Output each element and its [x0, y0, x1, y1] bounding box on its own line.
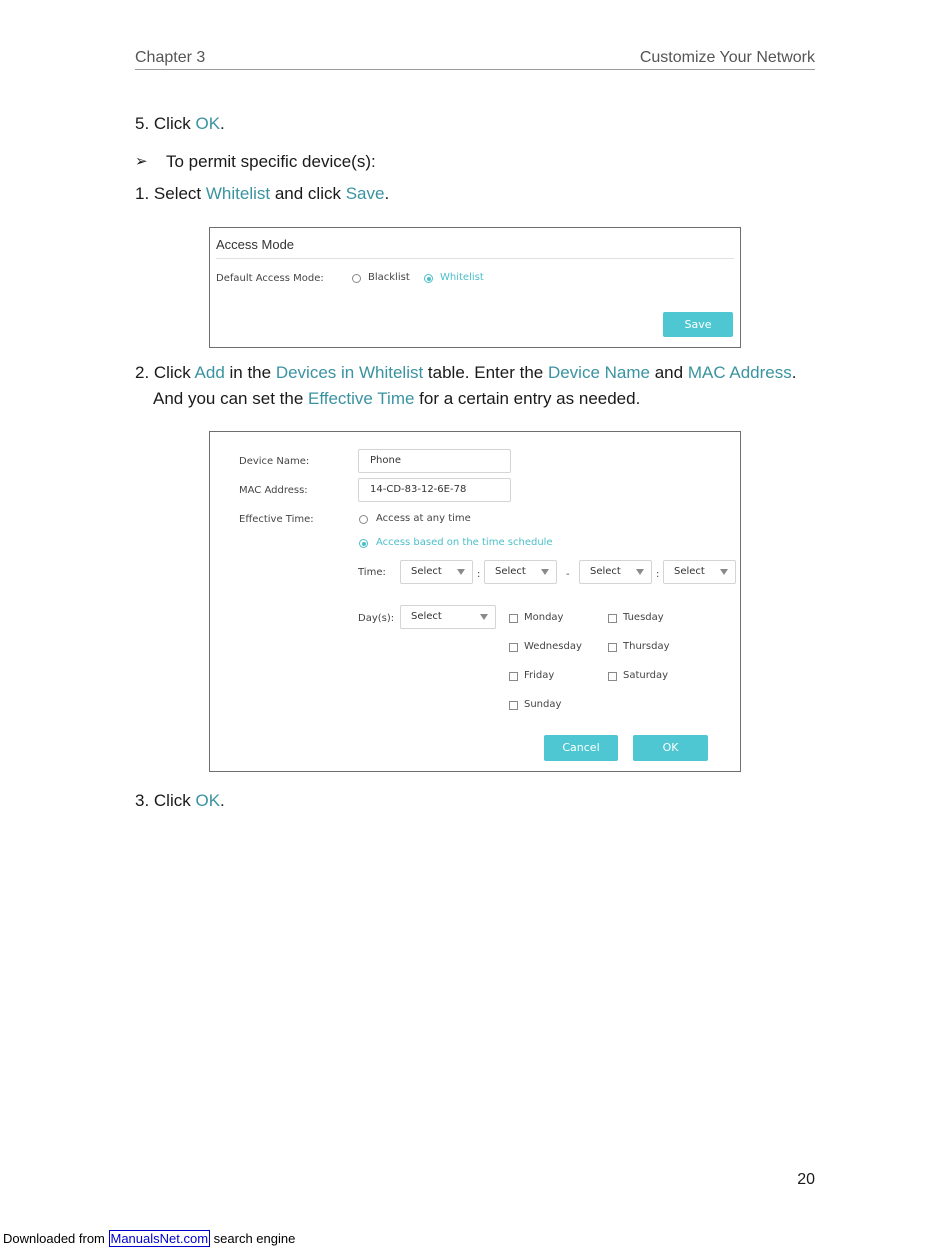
tuesday-checkbox[interactable]	[608, 614, 617, 623]
step-text: .	[791, 363, 797, 382]
chevron-down-icon	[636, 569, 644, 575]
step-text: table. Enter the	[423, 363, 548, 382]
step-text: for a certain entry as needed.	[414, 389, 641, 408]
time-colon: :	[656, 569, 660, 580]
ok-term: OK	[195, 114, 221, 133]
save-button[interactable]: Save	[663, 312, 733, 337]
wednesday-label: Wednesday	[524, 641, 582, 652]
tuesday-label: Tuesday	[623, 612, 664, 623]
select-value: Select	[590, 566, 621, 577]
sunday-checkbox[interactable]	[509, 701, 518, 710]
chevron-down-icon	[457, 569, 465, 575]
step-text: in the	[224, 363, 276, 382]
access-any-time-radio[interactable]	[359, 515, 368, 524]
chevron-down-icon	[480, 614, 488, 620]
download-footer	[3, 1231, 295, 1246]
sunday-label: Sunday	[524, 699, 562, 710]
devices-in-whitelist-term: Devices in Whitelist	[275, 363, 424, 382]
footer-text: search engine	[210, 1231, 296, 1246]
select-value: Select	[674, 566, 705, 577]
access-schedule-label: Access based on the time schedule	[376, 537, 553, 548]
start-hour-select[interactable]	[400, 560, 473, 584]
panel-divider	[216, 258, 734, 259]
arrow-bullet-icon: ➢	[135, 153, 148, 170]
thursday-label: Thursday	[623, 641, 670, 652]
thursday-checkbox[interactable]	[608, 643, 617, 652]
device-name-input[interactable]: Phone	[358, 449, 511, 473]
step-text: 2. Click	[135, 363, 195, 382]
section-title: Customize Your Network	[639, 49, 815, 66]
step-text: and click	[270, 184, 346, 203]
add-device-panel	[209, 431, 741, 772]
sub-heading: To permit specific device(s):	[166, 152, 376, 171]
effective-time-term: Effective Time	[308, 389, 415, 408]
page-number: 20	[797, 1171, 815, 1188]
ok-term: OK	[195, 791, 221, 810]
days-select[interactable]	[400, 605, 496, 629]
time-dash: -	[566, 569, 570, 580]
select-value: Select	[411, 566, 442, 577]
monday-label: Monday	[524, 612, 564, 623]
friday-checkbox[interactable]	[509, 672, 518, 681]
panel-title: Access Mode	[216, 237, 295, 252]
saturday-label: Saturday	[623, 670, 669, 681]
saturday-checkbox[interactable]	[608, 672, 617, 681]
blacklist-radio[interactable]	[352, 274, 361, 283]
mac-address-label: MAC Address:	[239, 485, 308, 496]
footer-text: Downloaded from	[3, 1231, 109, 1246]
days-label: Day(s):	[358, 613, 395, 624]
time-label: Time:	[358, 567, 386, 578]
access-schedule-radio[interactable]	[359, 539, 368, 548]
wednesday-checkbox[interactable]	[509, 643, 518, 652]
ok-button[interactable]: OK	[633, 735, 708, 761]
select-value: Select	[411, 611, 442, 622]
blacklist-label: Blacklist	[368, 272, 410, 283]
step-text: .	[384, 184, 390, 203]
chapter-label: Chapter 3	[135, 49, 206, 66]
step-text: 1. Select	[135, 184, 206, 203]
step-2	[135, 363, 796, 383]
start-minute-select[interactable]	[484, 560, 557, 584]
chevron-down-icon	[541, 569, 549, 575]
select-value: Select	[495, 566, 526, 577]
manualsnet-link[interactable]: ManualsNet.com	[110, 1231, 209, 1246]
header-divider	[135, 69, 815, 70]
effective-time-label: Effective Time:	[239, 514, 314, 525]
step-3	[135, 791, 225, 811]
mac-address-input[interactable]: 14-CD-83-12-6E-78	[358, 478, 511, 502]
device-name-label: Device Name:	[239, 456, 310, 467]
mac-address-term: MAC Address	[687, 363, 792, 382]
end-hour-select[interactable]	[579, 560, 652, 584]
step-2-line-2	[153, 389, 640, 409]
whitelist-label: Whitelist	[440, 272, 484, 283]
whitelist-term: Whitelist	[205, 184, 271, 203]
step-text: .	[220, 791, 225, 810]
default-access-mode-label: Default Access Mode:	[216, 273, 324, 284]
time-colon: :	[477, 569, 481, 580]
step-5	[135, 114, 225, 134]
save-term: Save	[345, 184, 385, 203]
step-text: 5. Click	[135, 114, 196, 133]
access-mode-panel	[209, 227, 741, 348]
whitelist-radio[interactable]	[424, 274, 433, 283]
step-text: 3. Click	[135, 791, 196, 810]
access-any-time-label: Access at any time	[376, 513, 471, 524]
friday-label: Friday	[524, 670, 555, 681]
monday-checkbox[interactable]	[509, 614, 518, 623]
add-term: Add	[194, 363, 225, 382]
end-minute-select[interactable]	[663, 560, 736, 584]
chevron-down-icon	[720, 569, 728, 575]
step-text: and	[650, 363, 688, 382]
step-text: .	[220, 114, 225, 133]
device-name-term: Device Name	[547, 363, 650, 382]
step-text: And you can set the	[153, 389, 308, 408]
cancel-button[interactable]: Cancel	[544, 735, 618, 761]
step-1	[135, 184, 389, 204]
